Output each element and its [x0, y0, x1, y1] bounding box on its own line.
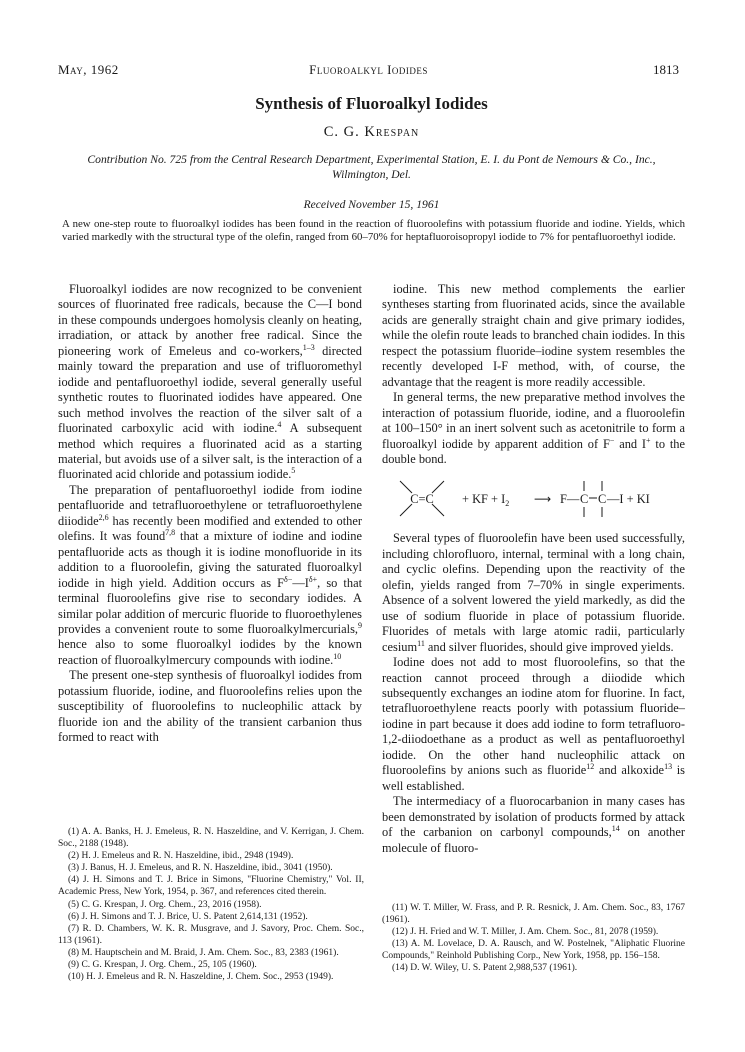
footnote: (13) A. M. Lovelace, D. A. Rausch, and W. Postelnek, "Aliphatic Fluorine Compounds," Reinhold Publishing Corp., New York, 1958, pp. 156–158. [382, 939, 685, 962]
affiliation-line-2: Wilmington, Del. [332, 168, 411, 181]
paragraph: Iodine does not add to most fluoroolefins, so that the reaction cannot proceed through a diiodide which subsequently exchanges an iodine atom for fluorine. In fact, tetrafluoroethylene reacts poorly with potassium fluoride–iodine in part because it does add iodine to form tetrafluoro-1,2-diiodoethane as a product as well as pentafluoroethyl iodide. On the other hand nucleophilic attack on fluoroolefins by anions such as fluoride$^{12}$ and alkoxide$^{13}$ is well established. [382, 655, 685, 793]
footnote: (8) M. Hauptschein and M. Braid, J. Am. Chem. Soc., 83, 2383 (1961). [68, 947, 339, 958]
footnote: (9) C. G. Krespan, J. Org. Chem., 25, 105 (1960). [68, 960, 257, 971]
paragraph: The preparation of pentafluoroethyl iodide from iodine pentafluoride and tetrafluoroethylene or tetrafluoroethylene diiodide$^{2,6}$ has recently been modified and extended to other olefins. It was found$^{7,8}$ that a mixture of iodine and iodine pentafluoride acts as though it is iodine monofluoride in its addition to a fluoroolefin, giving the saturated fluoroalkyl iodide in high yield. Addition occurs as $F^{\delta-}—I^{\delta+}$, so that terminal fluoroolefins give rise to secondary iodides. A similar polar addition of mercuric fluoride to fluoroethylenes provides a convenient route to some fluoroalkylmercurials,$^9$ hence also to some fluoroalkyl iodides by the known reaction of fluoroalkylmercury compounds with iodine.$^{10}$ [58, 482, 363, 667]
left-column [58, 282, 362, 746]
running-title: Fluoroalkyl Iodides [309, 62, 428, 77]
issue-date: May, 1962 [58, 62, 119, 77]
product-carbon-1: C [580, 492, 589, 507]
footnote: (4) J. H. Simons and T. J. Brice in Simons, "Fluorine Chemistry," Vol. II, Academic Press, New York, 1954, p. 367, and references cited therein. [58, 875, 364, 898]
paragraph: Several types of fluoroolefin have been used successfully, including chlorofluoro, internal, terminal with a long chain, and cyclic olefins. Depending upon the reactivity of the olefin, yields ranged from 7–70% in single experiments. Absence of a solvent lowered the yield markedly, as did the use of sodium fluoride in place of potassium fluoride. Fluorides of metals with large atomic radii, particularly cesium$^{11}$ and silver fluorides, should give improved yields. [382, 531, 685, 654]
footnote: (1) A. A. Banks, H. J. Emeleus, R. N. Haszeldine, and V. Kerrigan, J. Chem. Soc., 2188 (1948). [58, 827, 364, 850]
footnote: (12) J. H. Fried and W. T. Miller, J. Am. Chem. Soc., 81, 2078 (1959). [392, 927, 659, 938]
right-column [382, 282, 685, 856]
footnote: (3) J. Banus, H. J. Emeleus, and R. N. Haszeldine, ibid., 3041 (1950). [68, 863, 333, 874]
footnote: (2) H. J. Emeleus and R. N. Haszeldine, ibid., 2948 (1949). [68, 851, 294, 862]
running-head [58, 62, 679, 78]
article-title: Synthesis of Fluoroalkyl Iodides [255, 94, 488, 113]
footnote: (10) H. J. Emeleus and R. N. Haszeldine, J. Chem. Soc., 2953 (1949). [68, 972, 334, 983]
paragraph: Fluoroalkyl iodides are now recognized to be convenient sources of fluorinated free radicals, because the C—I bond in these compounds undergoes homolysis cleanly on heating, irradiation, or attack by another free radical. Since the pioneering work of Emeleus and co-workers,$^{1-3}$ directed mainly toward the preparation and use of trifluoromethyl iodide and pentafluoroethyl iodide, several generally useful synthetic routes to fluorinated iodides have appeared. One such method involves the reaction of the silver salt of a fluorinated carboxylic acid with iodine.$^4$ A subsequent method which requires a fluorinated acid as a starting material, but avoids use of a silver salt, is the interaction of a fluorinated acid chloride and potassium iodide.$^5$ [58, 282, 363, 482]
article-author: C. G. Krespan [323, 124, 420, 140]
received-date: Received November 15, 1961 [303, 198, 440, 211]
footnotes-right [382, 902, 685, 975]
reagents: + KF + $I_2$ [462, 492, 510, 509]
page-number: 1813 [653, 62, 679, 77]
affiliation-line-1: Contribution No. 725 from the Central Research Department, Experimental Station, E. I. du Pont de Nemours & Co., Inc., [87, 153, 656, 166]
abstract: A new one-step route to fluoroalkyl iodides has been found in the reaction of fluoroolefins with potassium fluoride and iodine. Yields, which varied markedly with the structural type of the olefin, ranged from 60–70% for heptafluoroisopropyl iodide to 7% for pentafluoroethyl iodide. [62, 218, 685, 243]
product-carbon-2: C [598, 492, 607, 507]
footnote: (14) D. W. Wiley, U. S. Patent 2,988,537 (1961). [392, 963, 578, 974]
paragraph: iodine. This new method complements the earlier syntheses starting from fluorinated acids, since the available acids are generally straight chain and give primary iodides, while the olefin route leads to branched chain iodides. In this respect the potassium fluoride–iodine system resembles the recently developed I-F method, with, of course, the advantage that the reagent is more readily accessible. [382, 282, 685, 389]
footnotes-left [58, 826, 364, 983]
footnote: (6) J. H. Simons and T. J. Brice, U. S. Patent 2,614,131 (1952). [68, 911, 308, 922]
paragraph: The intermediacy of a fluorocarbanion in many cases has been demonstrated by isolation of products formed by attack of the carbanion on carbonyl compounds,$^{14}$ on another molecule of fluoro- [382, 794, 685, 855]
author-affiliation [58, 152, 685, 182]
paragraph: In general terms, the new preparative method involves the interaction of potassium fluoride, iodine, and a fluoroolefin at 100–150° in an inert solvent such as acetonitrile to form a fluoroalkyl iodide by apparent addition of F− and I+ to the double bond. [382, 390, 685, 466]
reaction-equation-graphic [382, 471, 685, 527]
footnote: (5) C. G. Krespan, J. Org. Chem., 23, 2016 (1958). [68, 899, 262, 910]
product-remainder: —I + KI [607, 492, 650, 507]
olefin-formula: C=C [410, 492, 434, 507]
reaction-arrow: ⟶ [534, 492, 552, 507]
footnote: (11) W. T. Miller, W. Frass, and P. R. Resnick, J. Am. Chem. Soc., 83, 1767 (1961). [382, 903, 685, 926]
reaction-equation [382, 471, 685, 527]
product-fluorine: F— [560, 492, 580, 507]
paragraph: The present one-step synthesis of fluoroalkyl iodides from potassium fluoride, iodine, and fluoroolefins relies upon the susceptibility of fluoroolefins to nucleophilic attack by fluoride ion and the ability of the transient carbanion thus formed to react with [58, 668, 362, 745]
footnote: (7) R. D. Chambers, W. K. R. Musgrave, and J. Savory, Proc. Chem. Soc., 113 (1961). [58, 923, 364, 946]
